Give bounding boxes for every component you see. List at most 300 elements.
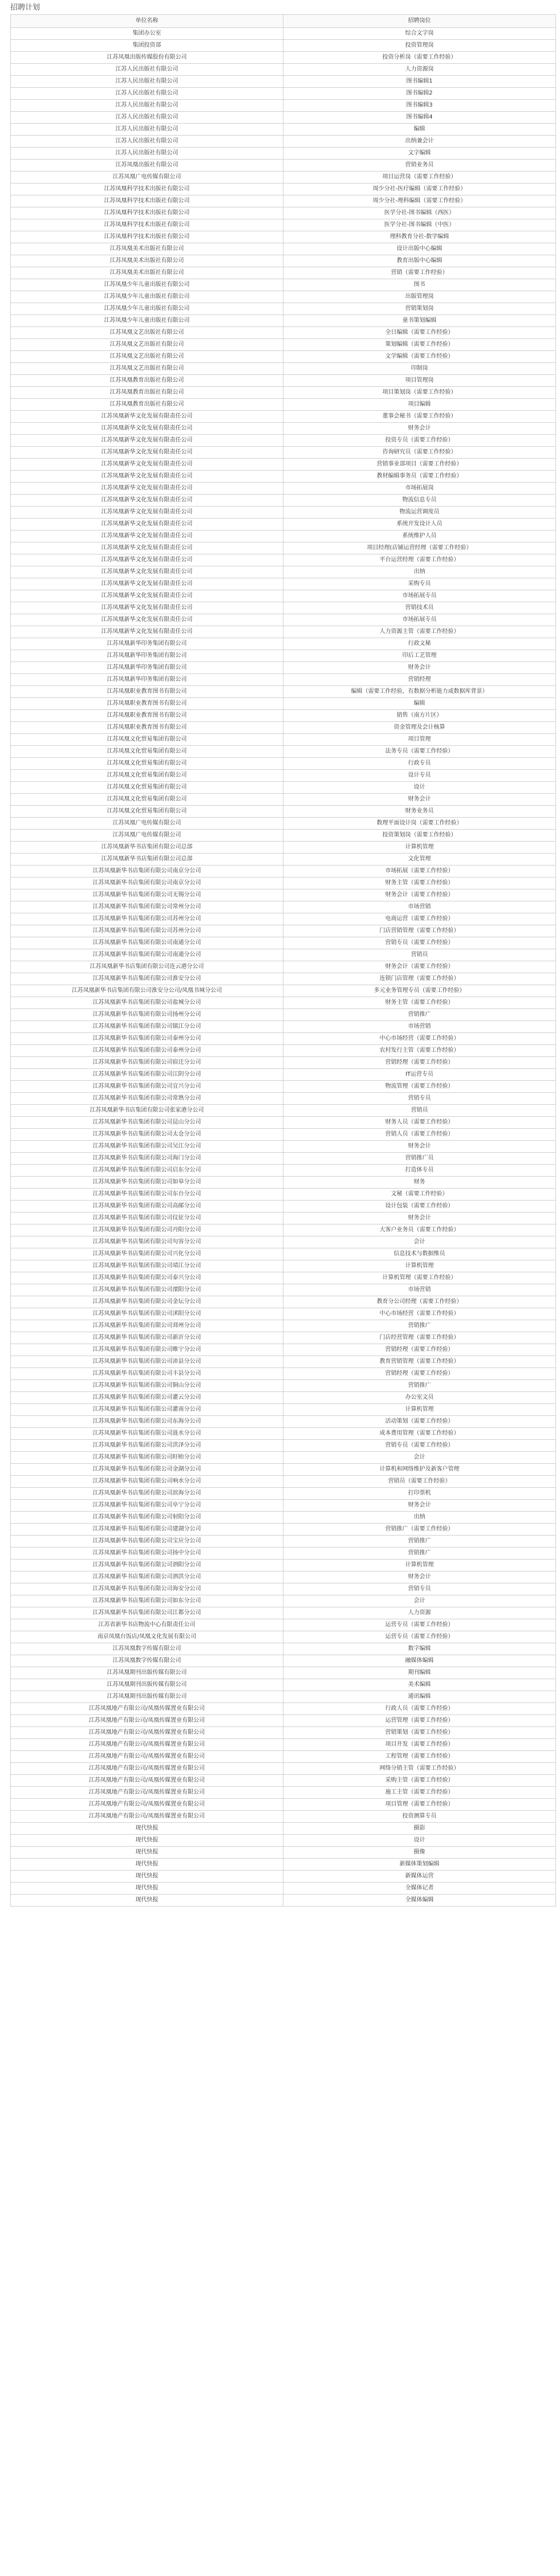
table-row: [11, 1069, 556, 1081]
position-cell: 图书: [283, 279, 556, 291]
position-cell: 电商运营（需要工作经验）: [283, 913, 556, 925]
position-cell: 童书策划编辑: [283, 315, 556, 327]
position-cell: 行政文秘: [283, 638, 556, 650]
table-row: [11, 1236, 556, 1248]
unit-name-cell: 江苏凤凰新华书店集团有限公司昆山分公司: [11, 1117, 283, 1129]
position-cell: 图书编辑2: [283, 88, 556, 100]
position-cell: 计算机管理: [283, 1404, 556, 1416]
table-row: [11, 447, 556, 459]
position-cell: 美术编辑: [283, 1679, 556, 1691]
position-cell: 市场拓展专员: [283, 614, 556, 626]
table-row: [11, 255, 556, 267]
unit-name-cell: 江苏凤凰科学技术出版社有限公司: [11, 183, 283, 195]
unit-name-cell: 江苏凤凰少年儿童出版社有限公司: [11, 291, 283, 303]
table-row: [11, 1320, 556, 1332]
position-cell: 财务会计: [283, 794, 556, 806]
table-row: [11, 1356, 556, 1368]
table-row: [11, 734, 556, 746]
position-cell: 营销经理: [283, 674, 556, 686]
position-cell: 打印票机: [283, 1488, 556, 1500]
position-cell: 投资专员（需要工作经验）: [283, 435, 556, 447]
table-row: [11, 1045, 556, 1057]
table-row: [11, 590, 556, 602]
position-cell: 营销推广: [283, 1536, 556, 1548]
unit-name-cell: 江苏凤凰期刊出版传媒有限公司: [11, 1691, 283, 1703]
position-cell: 设计出版中心编辑: [283, 243, 556, 255]
position-cell: 营销人员（需要工作经验）: [283, 1129, 556, 1141]
table-row: [11, 782, 556, 794]
unit-name-cell: 江苏凤凰新华书店集团有限公司江阴分公司: [11, 1069, 283, 1081]
position-cell: 中心市场经营（需要工作经验）: [283, 1033, 556, 1045]
position-cell: 数字编辑: [283, 1643, 556, 1655]
position-cell: 新媒体策划编辑: [283, 1859, 556, 1871]
unit-name-cell: 江苏凤凰新华书店集团有限公司扬中分公司: [11, 1548, 283, 1560]
position-cell: 人力资源主管（需要工作经验）: [283, 626, 556, 638]
table-row: [11, 1153, 556, 1165]
unit-name-cell: 江苏凤凰新华书店集团有限公司滨海分公司: [11, 1488, 283, 1500]
table-row: [11, 638, 556, 650]
table-row: [11, 112, 556, 124]
position-cell: 营销经理（需要工作经验）: [283, 1057, 556, 1069]
unit-name-cell: 江苏凤凰新华书店集团有限公司泰兴分公司: [11, 1272, 283, 1284]
position-cell: 财务会计: [283, 1500, 556, 1512]
unit-name-cell: 江苏凤凰新华书店集团有限公司新沂分公司: [11, 1332, 283, 1344]
unit-name-cell: 江苏凤凰美术出版社有限公司: [11, 255, 283, 267]
table-row: [11, 602, 556, 614]
position-cell: 融媒体编辑: [283, 1655, 556, 1667]
position-cell: 通讯编辑: [283, 1691, 556, 1703]
position-cell: 教材编辑事务员（需要工作经验）: [283, 471, 556, 483]
unit-name-cell: 江苏凤凰新华印务集团有限公司: [11, 638, 283, 650]
unit-name-cell: 江苏凤凰美术出版社有限公司: [11, 243, 283, 255]
unit-name-cell: 江苏凤凰文艺出版社有限公司: [11, 351, 283, 363]
unit-name-cell: 江苏人民出版社有限公司: [11, 76, 283, 88]
table-row: [11, 806, 556, 818]
table-row: [11, 1368, 556, 1380]
position-cell: 项目经理(店铺运营经理（需要工作经验）: [283, 542, 556, 554]
position-cell: 投资策划岗（需要工作经验）: [283, 830, 556, 842]
position-cell: 工程管理（需要工作经验）: [283, 1751, 556, 1763]
unit-name-cell: 江苏凤凰新华书店集团有限公司苏州分公司: [11, 913, 283, 925]
position-cell: 财务会计（需要工作经验）: [283, 961, 556, 973]
table-row: [11, 877, 556, 889]
position-cell: 采购专员: [283, 578, 556, 590]
table-row: [11, 1655, 556, 1667]
unit-name-cell: 江苏凤凰新华文化发展有限责任公司: [11, 507, 283, 519]
position-cell: 计算机管理: [283, 842, 556, 854]
table-row: [11, 710, 556, 722]
position-cell: 市场拓展（需要工作经验）: [283, 866, 556, 877]
table-row: [11, 770, 556, 782]
position-cell: 农村发行主管（需要工作经验）: [283, 1045, 556, 1057]
unit-name-cell: 江苏凤凰新华书店集团有限公司高邮分公司: [11, 1201, 283, 1213]
position-cell: 出纳: [283, 566, 556, 578]
position-cell: 营销经理（需要工作经验）: [283, 1344, 556, 1356]
unit-name-cell: 江苏凤凰新华书店集团有限公司灌南分公司: [11, 1404, 283, 1416]
unit-name-cell: 江苏凤凰文化贸易集团有限公司: [11, 770, 283, 782]
table-row: [11, 686, 556, 698]
unit-name-cell: 江苏人民出版社有限公司: [11, 64, 283, 76]
table-row: [11, 1727, 556, 1739]
unit-name-cell: 江苏凤凰科学技术出版社有限公司: [11, 207, 283, 219]
position-cell: 营销员: [283, 949, 556, 961]
unit-name-cell: 江苏凤凰文化贸易集团有限公司: [11, 758, 283, 770]
table-row: [11, 1272, 556, 1284]
unit-name-cell: 江苏凤凰新华文化发展有限责任公司: [11, 590, 283, 602]
table-row: [11, 279, 556, 291]
unit-name-cell: 江苏凤凰新华书店集团有限公司总部: [11, 854, 283, 866]
position-cell: 图书编辑3: [283, 100, 556, 112]
position-cell: 市场营销: [283, 1021, 556, 1033]
unit-name-cell: 江苏凤凰新华书店集团有限公司铜山分公司: [11, 1380, 283, 1392]
unit-name-cell: 江苏凤凰新华书店集团有限公司常熟分公司: [11, 1093, 283, 1105]
position-cell: 财务会计: [283, 1213, 556, 1224]
position-cell: 人力资源: [283, 1607, 556, 1619]
unit-name-cell: 江苏凤凰新华文化发展有限责任公司: [11, 566, 283, 578]
table-row: [11, 1177, 556, 1189]
position-cell: 项目策划岗（需要工作经验）: [283, 387, 556, 399]
unit-name-cell: 江苏凤凰新华书店集团有限公司海门分公司: [11, 1153, 283, 1165]
table-row: [11, 1284, 556, 1296]
unit-name-cell: 江苏凤凰新华书店集团有限公司总部: [11, 842, 283, 854]
unit-name-cell: 现代快报: [11, 1871, 283, 1883]
table-row: [11, 52, 556, 64]
table-row: [11, 1847, 556, 1859]
position-cell: 运营专员（需要工作经验）: [283, 1619, 556, 1631]
unit-name-cell: 现代快报: [11, 1883, 283, 1895]
table-row: [11, 1476, 556, 1488]
table-row: [11, 1260, 556, 1272]
position-cell: 新媒体运营: [283, 1871, 556, 1883]
unit-name-cell: 江苏凤凰新华书店集团有限公司南京分公司: [11, 877, 283, 889]
unit-name-cell: 江苏凤凰少年儿童出版社有限公司: [11, 279, 283, 291]
table-row: [11, 1524, 556, 1536]
table-row: [11, 291, 556, 303]
unit-name-cell: 江苏凤凰新华书店集团有限公司盐城分公司: [11, 997, 283, 1009]
position-cell: 会计: [283, 1452, 556, 1464]
table-row: [11, 1201, 556, 1213]
table-row: [11, 1057, 556, 1069]
position-cell: 咨询研究员（需要工作经验）: [283, 447, 556, 459]
unit-name-cell: 江苏凤凰职业教育图书有限公司: [11, 686, 283, 698]
table-body: [11, 28, 556, 1907]
position-cell: 系统维护人员: [283, 530, 556, 542]
unit-name-cell: 江苏凤凰新华书店集团有限公司丰县分公司: [11, 1368, 283, 1380]
unit-name-cell: 江苏凤凰新华印务集团有限公司: [11, 662, 283, 674]
position-cell: 物流运营调度员: [283, 507, 556, 519]
unit-name-cell: 江苏凤凰新华文化发展有限责任公司: [11, 602, 283, 614]
unit-name-cell: 江苏人民出版社有限公司: [11, 124, 283, 136]
position-cell: 销售（南方片区）: [283, 710, 556, 722]
table-row: [11, 1392, 556, 1404]
table-row: [11, 195, 556, 207]
unit-name-cell: 江苏凤凰新华书店集团有限公司沛县分公司: [11, 1356, 283, 1368]
table-row: [11, 387, 556, 399]
position-cell: 全媒体记者: [283, 1883, 556, 1895]
unit-name-cell: 江苏凤凰新华书店集团有限公司无锡分公司: [11, 889, 283, 901]
position-cell: 项目编辑: [283, 399, 556, 411]
table-row: [11, 100, 556, 112]
table-row: [11, 1643, 556, 1655]
unit-name-cell: 江苏凤凰新华书店集团有限公司淮安分公司/凤凰书城分公司: [11, 985, 283, 997]
unit-name-cell: 江苏凤凰地产有限公司/凤凰传媒置业有限公司: [11, 1727, 283, 1739]
table-row: [11, 1703, 556, 1715]
position-cell: 财务主管（需要工作经验）: [283, 997, 556, 1009]
unit-name-cell: 南京凤凰台饭店/凤凰文化发展有限公司: [11, 1631, 283, 1643]
unit-name-cell: 江苏凤凰文化贸易集团有限公司: [11, 794, 283, 806]
table-row: [11, 650, 556, 662]
position-cell: 信息技术与数据维员: [283, 1248, 556, 1260]
table-row: [11, 243, 556, 255]
position-cell: 财务会计: [283, 1141, 556, 1153]
position-cell: 会计: [283, 1236, 556, 1248]
table-row: [11, 471, 556, 483]
table-row: [11, 1560, 556, 1571]
unit-name-cell: 江苏凤凰新华书店集团有限公司沭阳分公司: [11, 1308, 283, 1320]
position-cell: 资金管理及会计核算: [283, 722, 556, 734]
position-cell: 策划编辑（需要工作经验）: [283, 339, 556, 351]
unit-name-cell: 江苏凤凰新华文化发展有限责任公司: [11, 626, 283, 638]
table-row: [11, 758, 556, 770]
unit-name-cell: 江苏凤凰新华书店集团有限公司丹阳分公司: [11, 1224, 283, 1236]
table-row: [11, 339, 556, 351]
table-row: [11, 1093, 556, 1105]
position-cell: 文秘（需要工作经验）: [283, 1189, 556, 1201]
position-cell: 营销推广员: [283, 1153, 556, 1165]
unit-name-cell: 现代快报: [11, 1859, 283, 1871]
position-cell: 法务专员（需要工作经验）: [283, 746, 556, 758]
position-cell: 计算机管理: [283, 1560, 556, 1571]
position-cell: 打造体专员: [283, 1165, 556, 1177]
position-cell: 物流信息专员: [283, 495, 556, 507]
table-row: [11, 1751, 556, 1763]
table-row: [11, 1512, 556, 1524]
table-row: [11, 1595, 556, 1607]
position-cell: 采购主管（需要工作经验）: [283, 1775, 556, 1787]
table-row: [11, 483, 556, 495]
unit-name-cell: 江苏凤凰地产有限公司/凤凰传媒置业有限公司: [11, 1751, 283, 1763]
position-cell: 营销推广: [283, 1548, 556, 1560]
table-row: [11, 913, 556, 925]
table-row: [11, 1440, 556, 1452]
position-cell: 设计包装（需要工作经验）: [283, 1201, 556, 1213]
position-cell: 施工主管（需要工作经验）: [283, 1787, 556, 1799]
position-cell: 周少分社-医疗编辑（需要工作经验）: [283, 183, 556, 195]
table-row: [11, 183, 556, 195]
table-row: [11, 64, 556, 76]
unit-name-cell: 江苏凤凰地产有限公司/凤凰传媒置业有限公司: [11, 1787, 283, 1799]
position-cell: 连锁门店管理（需要工作经验）: [283, 973, 556, 985]
table-row: [11, 124, 556, 136]
position-cell: 周少分社-理科编辑（需要工作经验）: [283, 195, 556, 207]
position-cell: 网络分销主管（需要工作经验）: [283, 1763, 556, 1775]
table-row: [11, 1332, 556, 1344]
table-row: [11, 1691, 556, 1703]
table-row: [11, 1009, 556, 1021]
unit-name-cell: 江苏人民出版社有限公司: [11, 100, 283, 112]
table-row: [11, 519, 556, 530]
table-row: [11, 1536, 556, 1548]
position-cell: 投资分析岗（需要工作经验）: [283, 52, 556, 64]
position-cell: 教育营销管理（需要工作经验）: [283, 1356, 556, 1368]
table-row: [11, 267, 556, 279]
unit-name-cell: 江苏凤凰文化贸易集团有限公司: [11, 734, 283, 746]
position-cell: 教育分公司经理（需要工作经验）: [283, 1296, 556, 1308]
position-cell: 医学分社-图书编辑（中医）: [283, 219, 556, 231]
table-row: [11, 28, 556, 40]
position-cell: 市场拓展岗: [283, 483, 556, 495]
position-cell: 印制岗: [283, 363, 556, 375]
unit-name-cell: 江苏凤凰新华书店集团有限公司金湖分公司: [11, 1464, 283, 1476]
unit-name-cell: 江苏凤凰新华书店集团有限公司如东分公司: [11, 1595, 283, 1607]
unit-name-cell: 江苏凤凰新华书店集团有限公司仪征分公司: [11, 1213, 283, 1224]
position-cell: 成本费用管理（需要工作经验）: [283, 1428, 556, 1440]
unit-name-cell: 江苏凤凰新华书店集团有限公司如皋分公司: [11, 1177, 283, 1189]
unit-name-cell: 江苏凤凰新华书店集团有限公司建湖分公司: [11, 1524, 283, 1536]
position-cell: 营销策划（需要工作经验）: [283, 1727, 556, 1739]
position-cell: 中心市场经营（需要工作经验）: [283, 1308, 556, 1320]
table-row: [11, 1464, 556, 1476]
unit-name-cell: 江苏凤凰新华文化发展有限责任公司: [11, 483, 283, 495]
table-row: [11, 530, 556, 542]
unit-name-cell: 江苏凤凰新华书店集团有限公司射阳分公司: [11, 1512, 283, 1524]
table-row: [11, 985, 556, 997]
unit-name-cell: 江苏凤凰新华书店集团有限公司溧阳分公司: [11, 1284, 283, 1296]
position-cell: 出纳兼会计: [283, 136, 556, 148]
unit-name-cell: 江苏凤凰新华书店集团有限公司宿迁分公司: [11, 1057, 283, 1069]
table-row: [11, 1165, 556, 1177]
table-row: [11, 554, 556, 566]
unit-name-cell: 江苏凤凰新华文化发展有限责任公司: [11, 495, 283, 507]
table-row: [11, 614, 556, 626]
unit-name-cell: 江苏人民出版社有限公司: [11, 112, 283, 124]
table-row: [11, 1129, 556, 1141]
unit-name-cell: 江苏凤凰新华印务集团有限公司: [11, 650, 283, 662]
table-row: [11, 1213, 556, 1224]
unit-name-cell: 江苏凤凰新华书店集团有限公司睢宁分公司: [11, 1344, 283, 1356]
unit-name-cell: 江苏凤凰少年儿童出版社有限公司: [11, 315, 283, 327]
position-cell: 出纳: [283, 1512, 556, 1524]
page-title: 招聘计划: [10, 3, 40, 12]
position-cell: 教育出版中心编辑: [283, 255, 556, 267]
table-row: [11, 375, 556, 387]
unit-name-cell: 江苏凤凰地产有限公司/凤凰传媒置业有限公司: [11, 1739, 283, 1751]
table-row: [11, 1715, 556, 1727]
position-cell: 设计专员: [283, 770, 556, 782]
table-row: [11, 578, 556, 590]
table-row: [11, 1488, 556, 1500]
position-cell: 系统开发设计人员: [283, 519, 556, 530]
unit-name-cell: 江苏凤凰新华文化发展有限责任公司: [11, 447, 283, 459]
unit-name-cell: 江苏人民出版社有限公司: [11, 136, 283, 148]
unit-name-cell: 江苏凤凰新华书店集团有限公司宜兴分公司: [11, 1081, 283, 1093]
table-row: [11, 507, 556, 519]
unit-name-cell: 江苏凤凰新华印务集团有限公司: [11, 674, 283, 686]
unit-name-cell: 江苏凤凰文艺出版社有限公司: [11, 339, 283, 351]
unit-name-cell: 江苏凤凰职业教育图书有限公司: [11, 698, 283, 710]
table-row: [11, 1344, 556, 1356]
position-cell: 营销推广: [283, 1009, 556, 1021]
table-row: [11, 1895, 556, 1907]
position-cell: 财务: [283, 1177, 556, 1189]
table-row: [11, 830, 556, 842]
column-header-position: 招聘岗位: [283, 15, 556, 28]
position-cell: 财务会计: [283, 423, 556, 435]
table-row: [11, 1033, 556, 1045]
unit-name-cell: 江苏凤凰新华书店集团有限公司灌云分公司: [11, 1392, 283, 1404]
unit-name-cell: 江苏凤凰出版传媒股份有限公司: [11, 52, 283, 64]
unit-name-cell: 江苏凤凰数字传媒有限公司: [11, 1655, 283, 1667]
table-header-row: [11, 15, 556, 28]
unit-name-cell: 江苏凤凰新华文化发展有限责任公司: [11, 542, 283, 554]
position-cell: 综合文字岗: [283, 28, 556, 40]
table-row: [11, 1571, 556, 1583]
position-cell: 设计: [283, 1835, 556, 1847]
unit-name-cell: 江苏凤凰新华书店集团有限公司泗洪分公司: [11, 1571, 283, 1583]
table-row: [11, 76, 556, 88]
position-cell: 营销策划岗: [283, 303, 556, 315]
position-cell: 市场营销: [283, 901, 556, 913]
position-cell: 编辑: [283, 124, 556, 136]
table-row: [11, 1607, 556, 1619]
table-row: [11, 315, 556, 327]
unit-name-cell: 江苏凤凰新华书店集团有限公司吴江分公司: [11, 1141, 283, 1153]
table-row: [11, 1224, 556, 1236]
position-cell: 文学编辑（需要工作经验）: [283, 351, 556, 363]
table-row: [11, 937, 556, 949]
unit-name-cell: 江苏凤凰新华书店集团有限公司连云港分公司: [11, 961, 283, 973]
table-row: [11, 1871, 556, 1883]
unit-name-cell: 江苏凤凰新华书店集团有限公司洪泽分公司: [11, 1440, 283, 1452]
position-cell: 营销员（需要工作经验）: [283, 1476, 556, 1488]
table-row: [11, 1500, 556, 1512]
unit-name-cell: 江苏凤凰新华书店集团有限公司苏州分公司: [11, 925, 283, 937]
position-cell: 项目管理: [283, 734, 556, 746]
table-row: [11, 1835, 556, 1847]
position-cell: 营销专员: [283, 1093, 556, 1105]
table-row: [11, 1021, 556, 1033]
position-cell: 投资管理岗: [283, 40, 556, 52]
unit-name-cell: 江苏凤凰职业教育图书有限公司: [11, 710, 283, 722]
table-row: [11, 542, 556, 554]
unit-name-cell: 江苏凤凰地产有限公司/凤凰传媒置业有限公司: [11, 1703, 283, 1715]
table-row: [11, 1105, 556, 1117]
table-row: [11, 411, 556, 423]
unit-name-cell: 江苏凤凰教育出版社有限公司: [11, 387, 283, 399]
table-row: [11, 866, 556, 877]
table-row: [11, 1380, 556, 1392]
unit-name-cell: 江苏凤凰新华书店集团有限公司张家港分公司: [11, 1105, 283, 1117]
table-row: [11, 1811, 556, 1823]
table-row: [11, 1141, 556, 1153]
unit-name-cell: 江苏凤凰广电传媒有限公司: [11, 830, 283, 842]
position-cell: 营销员: [283, 1105, 556, 1117]
unit-name-cell: 江苏省新华书店物流中心有限责任公司: [11, 1619, 283, 1631]
table-row: [11, 949, 556, 961]
unit-name-cell: 江苏凤凰新华书店集团有限公司海安分公司: [11, 1583, 283, 1595]
unit-name-cell: 江苏凤凰文艺出版社有限公司: [11, 327, 283, 339]
position-cell: 文字编辑: [283, 148, 556, 160]
position-cell: 营销事业部项目（需要工作经验）: [283, 459, 556, 471]
table-row: [11, 1117, 556, 1129]
unit-name-cell: 现代快报: [11, 1835, 283, 1847]
unit-name-cell: 江苏凤凰新华书店集团有限公司句容分公司: [11, 1236, 283, 1248]
unit-name-cell: 江苏凤凰文艺出版社有限公司: [11, 363, 283, 375]
position-cell: 全日编辑（需要工作经验）: [283, 327, 556, 339]
position-cell: 平台运营经理（需要工作经验）: [283, 554, 556, 566]
unit-name-cell: 江苏凤凰期刊出版传媒有限公司: [11, 1679, 283, 1691]
unit-name-cell: 江苏凤凰科学技术出版社有限公司: [11, 231, 283, 243]
